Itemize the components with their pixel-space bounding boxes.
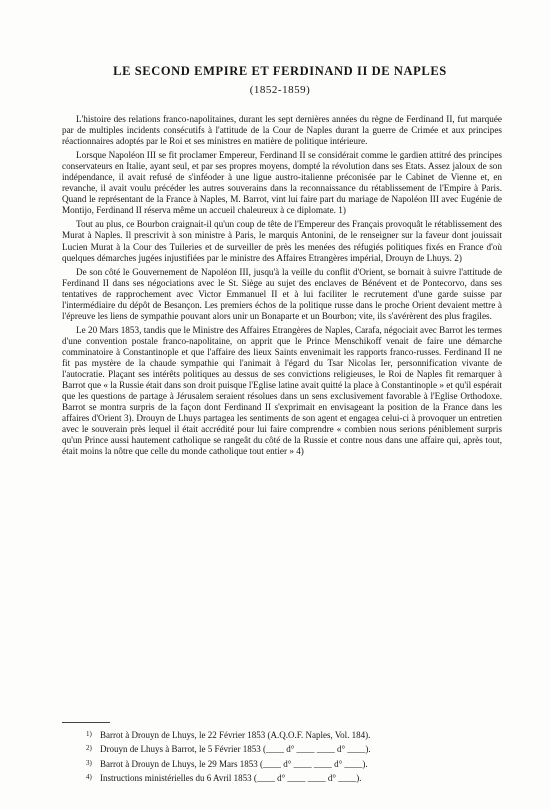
footnote [86,771,466,785]
footnote-text: Barrot à Drouyn de Lhuys, le 22 Février 1853 (A.Q.O.F. Naples, Vol. 184). [100,730,371,740]
footnote [86,757,466,771]
paragraph: L'histoire des relations franco-napolitaines, durant les sept dernières années du règne de Ferdinand II, fut marquée par de multiples incidents consécutifs à l'attitude de la Cour de Naples durant la guerre de Crimée et aux principes réactionnaires adoptés par le Roi et ses ministres en matière de politique intérieure. [62,114,502,147]
footnote [86,728,466,742]
footnote-number: 1) [86,730,92,738]
footnote-number: 3) [86,758,92,767]
paragraph: Tout au plus, ce Bourbon craignait-il qu'un coup de tête de l'Empereur des Français provoquât le rétablissement des Murat à Naples. Il prescrivit à son ministre à Paris, le marquis Antonini, de le renseigner sur la faveur dont jouissait Lucien Murat à la Cour des Tuileries et de surveiller de près les menées des réfugiés politiques fixés en France d'où quelques démarches jugées injustifiées par le ministre des Affaires Etrangères impérial, Drouyn de Lhuys. 2) [62,219,502,263]
footnote-text: Barrot à Drouyn de Lhuys, le 29 Mars 1853 (____ d° ____ ____ d° ____). [100,758,368,769]
page-title: LE SECOND EMPIRE ET FERDINAND II DE NAPLES [113,64,447,78]
footnote-text: Instructions ministérielles du 6 Avril 1853 (____ d° ____ ____ d° ____). [100,772,362,783]
footnote-text: Drouyn de Lhuys à Barrot, le 5 Février 1853 (____ d° ____ ____ d° ____). [100,744,371,755]
paragraph: De son côté le Gouvernement de Napoléon III, jusqu'à la veille du conflit d'Orient, se bornait à suivre l'attitude de Ferdinand II dans ses négociations avec le St. Siège au sujet des enclaves de Bénévent et de Pontecorvo, dans ses tentatives de rapprochement avec Victor Emmanuel II et à lui faciliter le recrutement d'une garde suisse par l'intermédiaire du dépôt de Besançon. Les premiers échos de la politique russe dans le proche Orient devaient mettre à l'épreuve les liens de sympathie pouvant alors unir un Bonaparte et un Bourbon; vite, ils s'avérèrent des plus fragiles. [62,266,502,321]
footnote [86,742,466,756]
footnote-number: 2) [86,744,92,753]
body-text [62,114,502,460]
footnote-divider [62,722,110,723]
footnotes [86,728,466,785]
footnote-number: 4) [86,772,92,781]
paragraph: Lorsque Napoléon III se fit proclamer Empereur, Ferdinand II se considérait comme le gardien attitré des principes conservateurs en Italie, ayant seul, et par ses propres moyens, dompté la révolution dans ses Etats. Assez jaloux de son indépendance, il avait refusé de s'inféoder à une ligue austro-italienne préconisée par le Cabinet de Vienne et, en revanche, il avait voulu précéder les autres souverains dans la reconnaissance du rétablissement de l'Empire à Paris. Quand le représentant de la France à Naples, M. Barrot, vint lui faire part du mariage de Napoléon III avec Eugénie de Montijo, Ferdinand II réserva même un accueil chaleureux à ce diplomate. 1) [62,150,502,216]
page-subtitle: (1852-1859) [249,84,311,96]
paragraph: Le 20 Mars 1853, tandis que le Ministre des Affaires Etrangères de Naples, Carafa, négociait avec Barrot les termes d'une convention postale franco-napolitaine, on apprit que le Prince Menschikoff venait de faire une démarche comminatoire à Constantinople et que l'affaire des lieux Saints envenimait les rapports franco-russes. Ferdinand II ne fit pas mystère de la chaude sympathie qui l'animait à l'égard du Tsar Nicolas Ier, personnification vivante de l'autocratie. Plaçant ses intérêts politiques au dessus de ses convictions religieuses, le Roi de Naples fit remarquer à Barrot que « la Russie était dans son droit puisque l'Eglise latine avait quitté la place à Constantinople » et qu'il espérait que les questions de partage à Jérusalem seraient résolues dans un sens exclusivement favorable à l'Eglise Orthodoxe. Barrot se montra surpris de la façon dont Ferdinand II s'exprimait en envisageant la position de la France dans les affaires d'Orient 3). Drouyn de Lhuys partagea les sentiments de son agent et engagea celui-ci à provoquer un entretien avec le souverain près lequel il était accrédité pour lui faire comprendre « combien nous serions péniblement surpris qu'un Prince aussi hautement catholique se rangeât du côté de la Russie et contre nous dans une affaire qui, après tout, était moins la nôtre que celle du monde catholique tout entier » 4) [62,324,502,457]
